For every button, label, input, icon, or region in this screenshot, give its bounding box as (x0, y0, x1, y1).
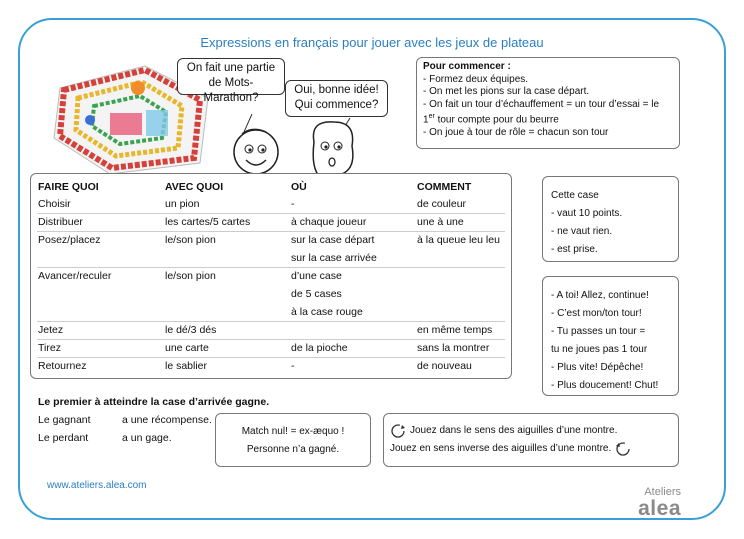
start-item: - Formez deux équipes. (423, 73, 529, 85)
table-cell-avec-quoi: le dé/3 dés (165, 324, 217, 336)
loser-label: Le perdant (38, 432, 89, 444)
case-line: - ne vaut rien. (551, 226, 613, 237)
counterclockwise-row (390, 440, 672, 458)
table-cell-avec-quoi: le/son pion (165, 270, 216, 282)
table-cell-faire-quoi: Choisir (38, 198, 71, 210)
table-cell-comment: sans la montrer (417, 342, 490, 354)
table-cell-ou: à chaque joueur (291, 216, 367, 228)
start-item: - On fait un tour d’échauffement = un tour d’essai = le (423, 98, 660, 110)
speech-bubble-question (177, 58, 285, 104)
clockwise-text: Jouez dans le sens des aiguilles d’une montre. (410, 425, 618, 436)
logo-bottom-text: alea (638, 497, 681, 520)
case-line: - vaut 10 points. (551, 208, 623, 219)
table-row-divider (37, 213, 505, 214)
table-cell-comment: une à une (417, 216, 464, 228)
phrase-line: - Plus doucement! Chut! (551, 380, 659, 391)
case-line: Cette case (551, 190, 599, 201)
winner-label: Le gagnant (38, 414, 91, 426)
table-cell-ou: à la case rouge (291, 306, 363, 318)
table-cell-ou: - (291, 360, 295, 372)
table-cell-comment: en même temps (417, 324, 493, 336)
table-cell-avec-quoi: les cartes/5 cartes (165, 216, 251, 228)
table-row-divider (37, 339, 505, 340)
page-title: Expressions en français pour jouer avec les jeux de plateau (200, 35, 544, 50)
column-header-ou: OÙ (291, 181, 307, 193)
table-row-divider (37, 231, 505, 232)
table-cell-faire-quoi: Avancer/reculer (38, 270, 112, 282)
table-row-divider (37, 357, 505, 358)
start-instructions-box (416, 57, 680, 149)
table-cell-ou: - (291, 198, 295, 210)
table-cell-faire-quoi: Tirez (38, 342, 61, 354)
ordinal-number: 1 (423, 114, 429, 126)
boy-face-icon (234, 129, 278, 174)
clockwise-arrow-icon (390, 423, 406, 439)
table-cell-avec-quoi: une carte (165, 342, 209, 354)
phrase-line: tu ne joues pas 1 tour (551, 344, 648, 355)
ateliers-alea-logo (621, 486, 681, 520)
bubble-line: Oui, bonne idée! (294, 84, 379, 96)
table-cell-faire-quoi: Jetez (38, 324, 64, 336)
start-item: - On met les pions sur la case départ. (423, 86, 590, 97)
column-header-comment: COMMENT (417, 181, 472, 193)
table-cell-faire-quoi: Posez/placez (38, 234, 101, 246)
start-item: - On joue à tour de rôle = chacun son tour (423, 126, 609, 138)
bubble-line: de Mots-Marathon? (203, 77, 259, 104)
table-cell-comment: à la queue leu leu (417, 234, 500, 246)
clockwise-row (390, 422, 672, 440)
table-cell-comment: de nouveau (417, 360, 472, 372)
table-row-divider (37, 321, 505, 322)
table-cell-ou: sur la case départ (291, 234, 375, 246)
logo-top-text: Ateliers (644, 486, 681, 498)
directions-box (383, 413, 679, 467)
table-row-divider (37, 267, 505, 268)
turn-phrases-box (542, 276, 679, 396)
bubble-line: Qui commence? (294, 99, 379, 111)
table-cell-ou: de la pioche (291, 342, 348, 354)
ordinal-suffix: er (428, 113, 435, 120)
website-link[interactable]: www.ateliers.alea.com (47, 480, 147, 491)
table-cell-ou: de 5 cases (291, 288, 342, 300)
table-cell-faire-quoi: Distribuer (38, 216, 83, 228)
actions-table (30, 173, 512, 379)
table-cell-comment: de couleur (417, 198, 467, 210)
column-header-avec-quoi: AVEC QUOI (165, 181, 224, 193)
draw-box (215, 413, 371, 467)
table-cell-ou: sur la case arrivée (291, 252, 377, 264)
table-cell-avec-quoi: le sablier (165, 360, 208, 372)
table-cell-avec-quoi: le/son pion (165, 234, 216, 246)
phrase-line: - A toi! Allez, continue! (551, 290, 649, 301)
loser-value: a un gage. (122, 432, 172, 444)
counterclockwise-arrow-icon (615, 441, 631, 457)
phrase-line: - Plus vite! Dépêche! (551, 362, 644, 373)
draw-line: Personne n’a gagné. (246, 444, 340, 455)
start-item-text: tour compte pour du beurre (437, 114, 559, 126)
start-item-continued (423, 111, 673, 127)
case-value-box (542, 176, 679, 262)
draw-line: Match nul! = ex-æquo ! (241, 426, 345, 437)
table-cell-ou: d’une case (291, 270, 342, 282)
winner-rule: Le premier à atteindre la case d’arrivée gagne. (38, 396, 270, 408)
phrase-line: - Tu passes un tour = (551, 326, 646, 337)
case-line: - est prise. (551, 244, 598, 255)
winner-value: a une récompense. (122, 414, 212, 426)
start-heading: Pour commencer : (423, 61, 511, 72)
bubble-line: On fait une partie (186, 62, 276, 74)
table-cell-avec-quoi: un pion (165, 198, 200, 210)
counterclockwise-text: Jouez en sens inverse des aiguilles d’une montre. (390, 443, 612, 454)
column-header-faire-quoi: FAIRE QUOI (38, 181, 99, 193)
phrase-line: - C’est mon/ton tour! (551, 308, 642, 319)
table-cell-faire-quoi: Retournez (38, 360, 87, 372)
